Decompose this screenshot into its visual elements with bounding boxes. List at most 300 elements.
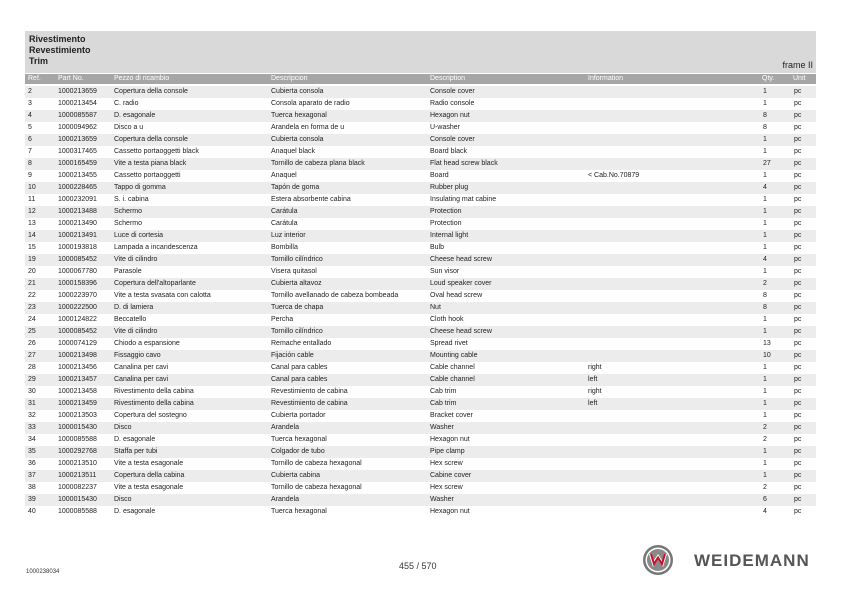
row-english: Board — [430, 172, 449, 179]
row-spanish: Colgador de tubo — [271, 448, 325, 455]
row-ref: 9 — [28, 172, 32, 179]
row-qty: 1 — [763, 136, 767, 143]
row-qty: 1 — [763, 460, 767, 467]
row-unit: pc — [794, 160, 802, 167]
row-italian: Vite di cilindro — [114, 256, 158, 263]
table-row — [25, 470, 816, 482]
row-spanish: Arandela — [271, 496, 300, 503]
row-italian: Copertura del sostegno — [114, 412, 187, 419]
row-english: Nut — [430, 304, 441, 311]
row-information: right — [588, 388, 602, 395]
row-english: Loud speaker cover — [430, 280, 492, 287]
row-ref: 30 — [28, 388, 36, 395]
row-ref: 3 — [28, 100, 32, 107]
row-spanish: Tornillo de cabeza hexagonal — [271, 484, 362, 491]
row-part-no: 1000085588 — [58, 508, 97, 515]
row-unit: pc — [794, 268, 802, 275]
row-part-no: 1000082237 — [58, 484, 97, 491]
table-row — [25, 170, 816, 182]
row-italian: Canalina per cavi — [114, 364, 169, 371]
row-qty: 1 — [763, 88, 767, 95]
row-ref: 25 — [28, 328, 36, 335]
row-part-no: 1000213503 — [58, 412, 97, 419]
row-part-no: 1000213510 — [58, 460, 97, 467]
row-english: Cloth hook — [430, 316, 464, 323]
row-italian: Disco a u — [114, 124, 144, 131]
section-header — [25, 31, 816, 73]
table-row — [25, 86, 816, 98]
row-unit: pc — [794, 196, 802, 203]
row-ref: 34 — [28, 436, 36, 443]
row-ref: 36 — [28, 460, 36, 467]
row-unit: pc — [794, 472, 802, 479]
row-spanish: Carátula — [271, 220, 298, 227]
row-italian: D. esagonale — [114, 112, 156, 119]
row-ref: 19 — [28, 256, 36, 263]
row-unit: pc — [794, 256, 802, 263]
row-information: left — [588, 376, 598, 383]
row-spanish: Bombilla — [271, 244, 298, 251]
col-spanish: Descripcion — [271, 75, 308, 82]
row-english: Cabine cover — [430, 472, 472, 479]
row-qty: 2 — [763, 424, 767, 431]
row-part-no: 1000222500 — [58, 304, 97, 311]
row-unit: pc — [794, 232, 802, 239]
row-ref: 31 — [28, 400, 36, 407]
row-part-no: 1000067780 — [58, 268, 97, 275]
table-row — [25, 146, 816, 158]
row-qty: 4 — [763, 508, 767, 515]
table-row — [25, 410, 816, 422]
row-english: Cheese head screw — [430, 256, 492, 263]
row-part-no: 1000213511 — [58, 472, 97, 479]
row-information: right — [588, 364, 602, 371]
row-qty: 6 — [763, 496, 767, 503]
row-part-no: 1000213459 — [58, 400, 97, 407]
row-qty: 1 — [763, 232, 767, 239]
row-unit: pc — [794, 436, 802, 443]
row-italian: Canalina per cavi — [114, 376, 169, 383]
row-part-no: 1000158396 — [58, 280, 97, 287]
row-information: left — [588, 400, 598, 407]
row-spanish: Tuerca de chapa — [271, 304, 324, 311]
row-italian: Copertura dell'altoparlante — [114, 280, 196, 287]
row-part-no: 1000213490 — [58, 220, 97, 227]
row-italian: Staffa per tubi — [114, 448, 158, 455]
row-ref: 5 — [28, 124, 32, 131]
row-ref: 2 — [28, 88, 32, 95]
row-ref: 22 — [28, 292, 36, 299]
row-ref: 33 — [28, 424, 36, 431]
row-part-no: 1000085587 — [58, 112, 97, 119]
row-spanish: Revestimiento de cabina — [271, 400, 348, 407]
table-row — [25, 458, 816, 470]
table-row — [25, 302, 816, 314]
row-english: Washer — [430, 424, 454, 431]
row-italian: Vite di cilindro — [114, 328, 158, 335]
row-english: Hex screw — [430, 484, 463, 491]
row-ref: 8 — [28, 160, 32, 167]
row-spanish: Tornillo de cabeza hexagonal — [271, 460, 362, 467]
row-english: Console cover — [430, 136, 475, 143]
row-italian: Rivestimento della cabina — [114, 388, 194, 395]
row-unit: pc — [794, 304, 802, 311]
row-italian: Schermo — [114, 208, 143, 215]
row-italian: Lampada a incandescenza — [114, 244, 198, 251]
row-part-no: 1000232091 — [58, 196, 97, 203]
row-italian: C. radio — [114, 100, 139, 107]
row-ref: 32 — [28, 412, 36, 419]
row-unit: pc — [794, 508, 802, 515]
table-row — [25, 362, 816, 374]
row-english: Pipe clamp — [430, 448, 465, 455]
table-row — [25, 194, 816, 206]
row-spanish: Luz interior — [271, 232, 306, 239]
row-qty: 2 — [763, 280, 767, 287]
row-english: Washer — [430, 496, 454, 503]
row-english: Hex screw — [430, 460, 463, 467]
row-spanish: Canal para cables — [271, 364, 328, 371]
brand-wordmark: WEIDEMANN — [694, 551, 810, 570]
row-part-no: 1000213659 — [58, 136, 97, 143]
table-row — [25, 110, 816, 122]
row-qty: 10 — [763, 352, 771, 359]
row-unit: pc — [794, 208, 802, 215]
row-unit: pc — [794, 376, 802, 383]
row-spanish: Anaquel black — [271, 148, 315, 155]
row-italian: Tappo di gomma — [114, 184, 166, 191]
row-spanish: Tuerca hexagonal — [271, 436, 327, 443]
row-spanish: Cubierta altavoz — [271, 280, 322, 287]
row-spanish: Estera absorbente cabina — [271, 196, 351, 203]
row-spanish: Tuerca hexagonal — [271, 112, 327, 119]
row-spanish: Arandela — [271, 424, 300, 431]
weidemann-w-logo-icon — [642, 544, 674, 576]
col-unit: Unit — [793, 75, 806, 82]
row-unit: pc — [794, 100, 802, 107]
row-part-no: 1000213456 — [58, 364, 97, 371]
row-ref: 15 — [28, 244, 36, 251]
col-information: Information — [588, 75, 624, 82]
row-unit: pc — [794, 388, 802, 395]
table-row — [25, 506, 816, 518]
row-english: Radio console — [430, 100, 475, 107]
document-number: 1000238034 — [26, 569, 60, 575]
row-unit: pc — [794, 136, 802, 143]
row-unit: pc — [794, 364, 802, 371]
row-spanish: Tornillo avellanado de cabeza bombeada — [271, 292, 399, 299]
row-english: Protection — [430, 208, 462, 215]
table-row — [25, 350, 816, 362]
row-spanish: Canal para cables — [271, 376, 328, 383]
row-english: Cable channel — [430, 376, 475, 383]
row-italian: S. i. cabina — [114, 196, 149, 203]
row-qty: 8 — [763, 112, 767, 119]
row-qty: 1 — [763, 412, 767, 419]
table-header — [25, 74, 816, 84]
row-ref: 39 — [28, 496, 36, 503]
row-english: Bulb — [430, 244, 445, 251]
table-row — [25, 494, 816, 506]
row-part-no: 1000213491 — [58, 232, 97, 239]
row-english: Cab trim — [430, 400, 457, 407]
row-spanish: Consola aparato de radio — [271, 100, 350, 107]
row-part-no: 1000124822 — [58, 316, 97, 323]
row-qty: 8 — [763, 304, 767, 311]
row-unit: pc — [794, 112, 802, 119]
title-italian: Rivestimento — [29, 34, 86, 44]
row-qty: 1 — [763, 328, 767, 335]
col-english: Description — [430, 75, 466, 82]
row-ref: 7 — [28, 148, 32, 155]
row-unit: pc — [794, 328, 802, 335]
title-english: Trim — [29, 56, 49, 66]
row-spanish: Tornillo de cabeza plana black — [271, 160, 365, 167]
row-italian: Vite a testa esagonale — [114, 484, 184, 491]
row-ref: 10 — [28, 184, 36, 191]
table-row — [25, 386, 816, 398]
row-spanish: Fijación cable — [271, 352, 314, 359]
row-part-no: 1000094962 — [58, 124, 97, 131]
row-italian: Schermo — [114, 220, 143, 227]
row-qty: 2 — [763, 484, 767, 491]
row-unit: pc — [794, 184, 802, 191]
row-ref: 40 — [28, 508, 36, 515]
row-spanish: Revestimiento de cabina — [271, 388, 348, 395]
row-italian: Disco — [114, 496, 132, 503]
row-unit: pc — [794, 352, 802, 359]
row-spanish: Anaquel — [271, 172, 297, 179]
row-qty: 2 — [763, 436, 767, 443]
row-information: < Cab.No.70879 — [588, 172, 640, 179]
row-ref: 29 — [28, 376, 36, 383]
row-qty: 27 — [763, 160, 771, 167]
row-part-no: 1000223970 — [58, 292, 97, 299]
row-unit: pc — [794, 484, 802, 491]
row-part-no: 1000213455 — [58, 172, 97, 179]
table-row — [25, 446, 816, 458]
col-qty: Qty. — [762, 75, 775, 82]
row-qty: 1 — [763, 400, 767, 407]
row-spanish: Carátula — [271, 208, 298, 215]
table-row — [25, 434, 816, 446]
table-row — [25, 242, 816, 254]
row-qty: 1 — [763, 148, 767, 155]
table-row — [25, 158, 816, 170]
row-unit: pc — [794, 292, 802, 299]
row-ref: 4 — [28, 112, 32, 119]
col-ref: Ref. — [28, 75, 41, 82]
row-italian: Cassetto portaoggetti — [114, 172, 181, 179]
row-unit: pc — [794, 148, 802, 155]
row-qty: 8 — [763, 124, 767, 131]
row-qty: 1 — [763, 268, 767, 275]
row-part-no: 1000213458 — [58, 388, 97, 395]
row-english: Flat head screw black — [430, 160, 498, 167]
row-unit: pc — [794, 448, 802, 455]
table-row — [25, 134, 816, 146]
row-italian: Vite a testa piana black — [114, 160, 187, 167]
row-italian: Rivestimento della cabina — [114, 400, 194, 407]
row-unit: pc — [794, 496, 802, 503]
row-qty: 1 — [763, 172, 767, 179]
row-spanish: Cubierta cabina — [271, 472, 321, 479]
col-part-no: Part No. — [58, 75, 84, 82]
row-unit: pc — [794, 172, 802, 179]
table-row — [25, 326, 816, 338]
row-spanish: Arandela en forma de u — [271, 124, 345, 131]
table-row — [25, 314, 816, 326]
parts-table-body — [25, 86, 816, 518]
row-english: Hexagon nut — [430, 112, 470, 119]
row-ref: 27 — [28, 352, 36, 359]
table-row — [25, 278, 816, 290]
row-qty: 4 — [763, 184, 767, 191]
row-italian: D. di lamiera — [114, 304, 154, 311]
row-ref: 11 — [28, 196, 36, 203]
row-spanish: Remache entallado — [271, 340, 332, 347]
row-part-no: 1000074129 — [58, 340, 97, 347]
row-ref: 35 — [28, 448, 36, 455]
row-part-no: 1000193818 — [58, 244, 97, 251]
row-part-no: 1000015430 — [58, 424, 97, 431]
page-number: 455 / 570 — [399, 561, 437, 571]
row-italian: Cassetto portaoggetti black — [114, 148, 199, 155]
row-english: Bracket cover — [430, 412, 473, 419]
row-unit: pc — [794, 340, 802, 347]
row-unit: pc — [794, 220, 802, 227]
row-ref: 6 — [28, 136, 32, 143]
row-part-no: 1000085452 — [58, 256, 97, 263]
row-qty: 1 — [763, 316, 767, 323]
row-qty: 1 — [763, 208, 767, 215]
row-spanish: Tornillo cilíndrico — [271, 328, 323, 335]
row-ref: 13 — [28, 220, 36, 227]
row-part-no: 1000015430 — [58, 496, 97, 503]
row-italian: Copertura della console — [114, 88, 188, 95]
row-ref: 28 — [28, 364, 36, 371]
table-row — [25, 182, 816, 194]
row-part-no: 1000085588 — [58, 436, 97, 443]
row-unit: pc — [794, 88, 802, 95]
row-ref: 12 — [28, 208, 36, 215]
row-part-no: 1000213457 — [58, 376, 97, 383]
row-english: Cheese head screw — [430, 328, 492, 335]
row-qty: 13 — [763, 340, 771, 347]
row-part-no: 1000213659 — [58, 88, 97, 95]
row-spanish: Visera quitasol — [271, 268, 317, 275]
row-italian: Copertura della cabina — [114, 472, 185, 479]
frame-label: frame II — [782, 60, 813, 70]
table-row — [25, 122, 816, 134]
table-row — [25, 254, 816, 266]
row-italian: Vite a testa svasata con calotta — [114, 292, 211, 299]
row-unit: pc — [794, 124, 802, 131]
row-qty: 1 — [763, 376, 767, 383]
row-ref: 21 — [28, 280, 36, 287]
row-italian: D. esagonale — [114, 436, 156, 443]
col-italian: Pezzo di ricambio — [114, 75, 170, 82]
row-part-no: 1000228465 — [58, 184, 97, 191]
row-part-no: 1000317465 — [58, 148, 97, 155]
row-qty: 1 — [763, 388, 767, 395]
row-ref: 38 — [28, 484, 36, 491]
table-row — [25, 482, 816, 494]
row-english: Rubber plug — [430, 184, 469, 191]
row-italian: D. esagonale — [114, 508, 156, 515]
row-qty: 1 — [763, 100, 767, 107]
row-italian: Parasole — [114, 268, 142, 275]
row-spanish: Percha — [271, 316, 294, 323]
row-italian: Copertura della console — [114, 136, 188, 143]
row-italian: Fissaggio cavo — [114, 352, 161, 359]
row-italian: Chiodo a espansione — [114, 340, 180, 347]
row-spanish: Cubierta consola — [271, 88, 324, 95]
row-qty: 1 — [763, 196, 767, 203]
row-qty: 1 — [763, 244, 767, 251]
row-part-no: 1000213454 — [58, 100, 97, 107]
row-ref: 14 — [28, 232, 36, 239]
row-italian: Luce di cortesia — [114, 232, 164, 239]
table-row — [25, 338, 816, 350]
row-qty: 4 — [763, 256, 767, 263]
table-row — [25, 218, 816, 230]
row-italian: Vite a testa esagonale — [114, 460, 184, 467]
row-spanish: Cubierta portador — [271, 412, 326, 419]
row-ref: 26 — [28, 340, 36, 347]
row-unit: pc — [794, 244, 802, 251]
row-unit: pc — [794, 280, 802, 287]
row-ref: 23 — [28, 304, 36, 311]
row-english: Board black — [430, 148, 467, 155]
row-qty: 8 — [763, 292, 767, 299]
row-part-no: 1000292768 — [58, 448, 97, 455]
table-row — [25, 422, 816, 434]
row-ref: 37 — [28, 472, 36, 479]
table-row — [25, 206, 816, 218]
row-part-no: 1000213498 — [58, 352, 97, 359]
row-part-no: 1000213488 — [58, 208, 97, 215]
row-spanish: Tapón de goma — [271, 184, 320, 191]
table-row — [25, 98, 816, 110]
table-row — [25, 230, 816, 242]
row-english: Cable channel — [430, 364, 475, 371]
row-unit: pc — [794, 424, 802, 431]
row-ref: 20 — [28, 268, 36, 275]
row-english: Hexagon nut — [430, 508, 470, 515]
row-ref: 24 — [28, 316, 36, 323]
row-qty: 1 — [763, 448, 767, 455]
row-english: Console cover — [430, 88, 475, 95]
row-english: Mounting cable — [430, 352, 478, 359]
row-spanish: Cubierta consola — [271, 136, 324, 143]
row-unit: pc — [794, 460, 802, 467]
row-spanish: Tuerca hexagonal — [271, 508, 327, 515]
row-english: Protection — [430, 220, 462, 227]
row-italian: Disco — [114, 424, 132, 431]
row-part-no: 1000165459 — [58, 160, 97, 167]
row-english: Cab trim — [430, 388, 457, 395]
table-row — [25, 290, 816, 302]
row-english: Oval head screw — [430, 292, 483, 299]
table-row — [25, 266, 816, 278]
row-spanish: Tornillo cilíndrico — [271, 256, 323, 263]
row-english: U-washer — [430, 124, 460, 131]
row-english: Insulating mat cabine — [430, 196, 497, 203]
row-unit: pc — [794, 412, 802, 419]
row-qty: 1 — [763, 220, 767, 227]
table-row — [25, 374, 816, 386]
